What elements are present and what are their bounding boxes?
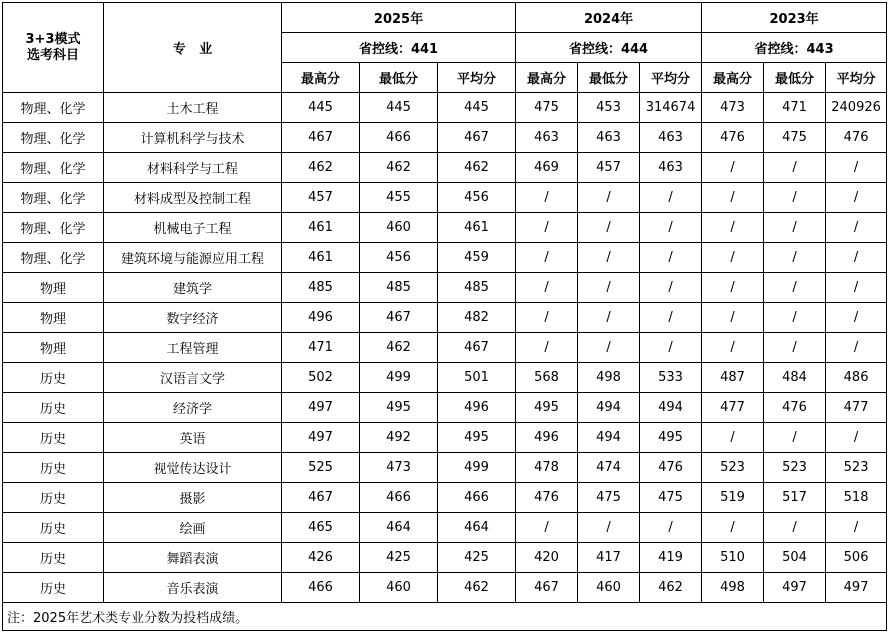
max-2023-cell: 473 [702, 93, 764, 123]
avg-2025-cell: 496 [438, 393, 516, 423]
major-cell: 音乐表演 [104, 573, 282, 603]
max-2024-cell: 476 [516, 483, 578, 513]
min-2023-cell: 497 [764, 573, 826, 603]
max-2025-cell: 461 [282, 243, 360, 273]
avg-2024-cell: 495 [640, 423, 702, 453]
table-row [3, 243, 887, 273]
table-row [3, 153, 887, 183]
max-2023-cell: 477 [702, 393, 764, 423]
max-2023-cell: 476 [702, 123, 764, 153]
major-cell: 经济学 [104, 393, 282, 423]
max-2023-cell: 523 [702, 453, 764, 483]
avg-2023-cell: 240926 [826, 93, 887, 123]
max-2025-cell: 471 [282, 333, 360, 363]
min-2023-cell: 471 [764, 93, 826, 123]
admission-scores-table [2, 2, 887, 631]
min-2025-cell: 456 [360, 243, 438, 273]
avg-2024-cell: / [640, 513, 702, 543]
avg-2024-cell: 476 [640, 453, 702, 483]
subject-cell: 物理 [3, 273, 104, 303]
avg-2024-cell: / [640, 273, 702, 303]
avg-2023-cell: / [826, 243, 887, 273]
subject-cell: 物理、化学 [3, 93, 104, 123]
min-2024-cell: 417 [578, 543, 640, 573]
table-row [3, 363, 887, 393]
min-2024-cell: 475 [578, 483, 640, 513]
max-2024-cell: 475 [516, 93, 578, 123]
avg-2024-cell: 463 [640, 123, 702, 153]
avg-2023-cell: / [826, 303, 887, 333]
min-2025-cell: 425 [360, 543, 438, 573]
max-2023-cell: / [702, 183, 764, 213]
major-cell: 土木工程 [104, 93, 282, 123]
min-2023-cell: 476 [764, 393, 826, 423]
min-2025-cell: 445 [360, 93, 438, 123]
avg-2024-cell: 494 [640, 393, 702, 423]
subject-header-line2: 选考科目 [26, 47, 79, 63]
subject-cell: 物理、化学 [3, 243, 104, 273]
subject-header-line1: 3+3模式 [25, 31, 81, 47]
subject-cell: 历史 [3, 453, 104, 483]
min-2025-cell: 462 [360, 153, 438, 183]
avg-2024-cell: / [640, 213, 702, 243]
table-row [3, 123, 887, 153]
max-2023-cell: 498 [702, 573, 764, 603]
control-line-2024: 省控线：444 [516, 33, 702, 63]
major-cell: 汉语言文学 [104, 363, 282, 393]
min-2024-cell: 494 [578, 423, 640, 453]
avg-2023-cell: 497 [826, 573, 887, 603]
min-2024-cell: / [578, 303, 640, 333]
max-2024-cell: / [516, 213, 578, 243]
max-2025-cell: 497 [282, 393, 360, 423]
subject-cell: 物理、化学 [3, 213, 104, 243]
max-2024-cell: / [516, 183, 578, 213]
max-2025-cell: 497 [282, 423, 360, 453]
table-row [3, 483, 887, 513]
table-row [3, 543, 887, 573]
major-cell: 视觉传达设计 [104, 453, 282, 483]
major-cell: 机械电子工程 [104, 213, 282, 243]
max-2023-cell: / [702, 273, 764, 303]
min-2024-cell: 498 [578, 363, 640, 393]
table-row [3, 303, 887, 333]
min-2023-cell: 504 [764, 543, 826, 573]
table-row [3, 453, 887, 483]
avg-2023-cell: / [826, 273, 887, 303]
avg-2023-cell: / [826, 423, 887, 453]
min-2024-cell: 460 [578, 573, 640, 603]
col-max-2025: 最高分 [282, 63, 360, 93]
col-avg-2024: 平均分 [640, 63, 702, 93]
max-2024-cell: 467 [516, 573, 578, 603]
avg-2025-cell: 485 [438, 273, 516, 303]
col-avg-2025: 平均分 [438, 63, 516, 93]
max-2024-cell: 463 [516, 123, 578, 153]
avg-2024-cell: 533 [640, 363, 702, 393]
min-2023-cell: / [764, 213, 826, 243]
table-row [3, 573, 887, 603]
min-2024-cell: 474 [578, 453, 640, 483]
min-2023-cell: / [764, 333, 826, 363]
min-2024-cell: / [578, 513, 640, 543]
min-2025-cell: 485 [360, 273, 438, 303]
table-row [3, 273, 887, 303]
max-2025-cell: 466 [282, 573, 360, 603]
min-2023-cell: / [764, 423, 826, 453]
table-row [3, 393, 887, 423]
min-2025-cell: 473 [360, 453, 438, 483]
table-row [3, 513, 887, 543]
major-cell: 计算机科学与技术 [104, 123, 282, 153]
subject-cell: 历史 [3, 423, 104, 453]
min-2024-cell: / [578, 183, 640, 213]
max-2023-cell: / [702, 213, 764, 243]
min-2023-cell: / [764, 303, 826, 333]
max-2025-cell: 485 [282, 273, 360, 303]
max-2025-cell: 502 [282, 363, 360, 393]
avg-2023-cell: 486 [826, 363, 887, 393]
subject-cell: 历史 [3, 573, 104, 603]
max-2024-cell: / [516, 333, 578, 363]
max-2024-cell: / [516, 243, 578, 273]
note-row [3, 603, 887, 631]
min-2025-cell: 464 [360, 513, 438, 543]
max-2025-cell: 467 [282, 483, 360, 513]
max-2025-cell: 461 [282, 213, 360, 243]
min-2025-cell: 466 [360, 123, 438, 153]
major-cell: 材料成型及控制工程 [104, 183, 282, 213]
min-2023-cell: 517 [764, 483, 826, 513]
table-body [3, 93, 887, 603]
avg-2025-cell: 425 [438, 543, 516, 573]
control-line-2025: 省控线：441 [282, 33, 516, 63]
col-max-2024: 最高分 [516, 63, 578, 93]
avg-2024-cell: 463 [640, 153, 702, 183]
major-cell: 舞蹈表演 [104, 543, 282, 573]
major-header: 专 业 [104, 3, 282, 93]
table-note: 注：2025年艺术类专业分数为投档成绩。 [3, 603, 887, 631]
max-2024-cell: 420 [516, 543, 578, 573]
avg-2024-cell: / [640, 333, 702, 363]
max-2024-cell: 496 [516, 423, 578, 453]
min-2024-cell: 463 [578, 123, 640, 153]
table-row [3, 183, 887, 213]
max-2024-cell: 568 [516, 363, 578, 393]
min-2024-cell: 457 [578, 153, 640, 183]
min-2024-cell: / [578, 273, 640, 303]
min-2025-cell: 466 [360, 483, 438, 513]
avg-2025-cell: 462 [438, 153, 516, 183]
subject-cell: 历史 [3, 513, 104, 543]
min-2025-cell: 499 [360, 363, 438, 393]
min-2023-cell: / [764, 243, 826, 273]
subject-cell: 历史 [3, 363, 104, 393]
min-2024-cell: / [578, 243, 640, 273]
subject-cell: 历史 [3, 543, 104, 573]
min-2024-cell: / [578, 213, 640, 243]
max-2023-cell: / [702, 243, 764, 273]
max-2025-cell: 462 [282, 153, 360, 183]
col-min-2024: 最低分 [578, 63, 640, 93]
min-2023-cell: / [764, 513, 826, 543]
max-2023-cell: / [702, 513, 764, 543]
subject-cell: 物理、化学 [3, 183, 104, 213]
subject-cell: 历史 [3, 483, 104, 513]
major-cell: 数字经济 [104, 303, 282, 333]
min-2023-cell: / [764, 273, 826, 303]
avg-2023-cell: / [826, 153, 887, 183]
avg-2024-cell: 314674 [640, 93, 702, 123]
max-2025-cell: 525 [282, 453, 360, 483]
avg-2024-cell: 462 [640, 573, 702, 603]
avg-2023-cell: 523 [826, 453, 887, 483]
avg-2025-cell: 459 [438, 243, 516, 273]
min-2024-cell: 494 [578, 393, 640, 423]
min-2023-cell: 475 [764, 123, 826, 153]
min-2023-cell: / [764, 153, 826, 183]
major-cell: 工程管理 [104, 333, 282, 363]
col-min-2023: 最低分 [764, 63, 826, 93]
major-cell: 摄影 [104, 483, 282, 513]
table-row [3, 423, 887, 453]
col-max-2023: 最高分 [702, 63, 764, 93]
max-2025-cell: 457 [282, 183, 360, 213]
avg-2024-cell: / [640, 183, 702, 213]
subject-cell: 物理、化学 [3, 123, 104, 153]
max-2025-cell: 467 [282, 123, 360, 153]
min-2024-cell: 453 [578, 93, 640, 123]
year-header-2023: 2023年 [702, 3, 887, 33]
avg-2024-cell: / [640, 243, 702, 273]
header-row-years [3, 3, 887, 33]
major-cell: 建筑学 [104, 273, 282, 303]
max-2023-cell: 510 [702, 543, 764, 573]
major-cell: 英语 [104, 423, 282, 453]
subject-cell: 历史 [3, 393, 104, 423]
major-cell: 绘画 [104, 513, 282, 543]
max-2024-cell: / [516, 513, 578, 543]
table-row [3, 93, 887, 123]
min-2025-cell: 455 [360, 183, 438, 213]
table-row [3, 333, 887, 363]
subject-header [3, 3, 104, 93]
max-2024-cell: 495 [516, 393, 578, 423]
col-avg-2023: 平均分 [826, 63, 887, 93]
avg-2025-cell: 462 [438, 573, 516, 603]
subject-cell: 物理 [3, 333, 104, 363]
min-2025-cell: 460 [360, 573, 438, 603]
max-2024-cell: 469 [516, 153, 578, 183]
major-cell: 材料科学与工程 [104, 153, 282, 183]
table-row [3, 213, 887, 243]
max-2023-cell: / [702, 333, 764, 363]
avg-2024-cell: 475 [640, 483, 702, 513]
max-2024-cell: 478 [516, 453, 578, 483]
min-2025-cell: 495 [360, 393, 438, 423]
avg-2025-cell: 464 [438, 513, 516, 543]
max-2025-cell: 426 [282, 543, 360, 573]
avg-2024-cell: 419 [640, 543, 702, 573]
year-header-2024: 2024年 [516, 3, 702, 33]
min-2025-cell: 467 [360, 303, 438, 333]
avg-2025-cell: 495 [438, 423, 516, 453]
avg-2023-cell: 477 [826, 393, 887, 423]
avg-2025-cell: 467 [438, 333, 516, 363]
max-2023-cell: / [702, 423, 764, 453]
max-2025-cell: 465 [282, 513, 360, 543]
avg-2025-cell: 445 [438, 93, 516, 123]
max-2025-cell: 445 [282, 93, 360, 123]
avg-2024-cell: / [640, 303, 702, 333]
avg-2023-cell: / [826, 333, 887, 363]
avg-2025-cell: 456 [438, 183, 516, 213]
min-2025-cell: 492 [360, 423, 438, 453]
avg-2023-cell: 506 [826, 543, 887, 573]
max-2023-cell: 519 [702, 483, 764, 513]
avg-2025-cell: 461 [438, 213, 516, 243]
max-2023-cell: / [702, 303, 764, 333]
avg-2025-cell: 467 [438, 123, 516, 153]
avg-2023-cell: / [826, 183, 887, 213]
max-2025-cell: 496 [282, 303, 360, 333]
avg-2025-cell: 499 [438, 453, 516, 483]
subject-cell: 物理 [3, 303, 104, 333]
col-min-2025: 最低分 [360, 63, 438, 93]
avg-2025-cell: 466 [438, 483, 516, 513]
avg-2023-cell: 476 [826, 123, 887, 153]
max-2024-cell: / [516, 273, 578, 303]
year-header-2025: 2025年 [282, 3, 516, 33]
min-2025-cell: 462 [360, 333, 438, 363]
max-2024-cell: / [516, 303, 578, 333]
avg-2025-cell: 501 [438, 363, 516, 393]
max-2023-cell: / [702, 153, 764, 183]
avg-2023-cell: / [826, 213, 887, 243]
max-2023-cell: 487 [702, 363, 764, 393]
min-2023-cell: 523 [764, 453, 826, 483]
min-2023-cell: / [764, 183, 826, 213]
min-2025-cell: 460 [360, 213, 438, 243]
control-line-2023: 省控线：443 [702, 33, 887, 63]
avg-2023-cell: / [826, 513, 887, 543]
subject-cell: 物理、化学 [3, 153, 104, 183]
avg-2023-cell: 518 [826, 483, 887, 513]
avg-2025-cell: 482 [438, 303, 516, 333]
min-2023-cell: 484 [764, 363, 826, 393]
major-cell: 建筑环境与能源应用工程 [104, 243, 282, 273]
min-2024-cell: / [578, 333, 640, 363]
